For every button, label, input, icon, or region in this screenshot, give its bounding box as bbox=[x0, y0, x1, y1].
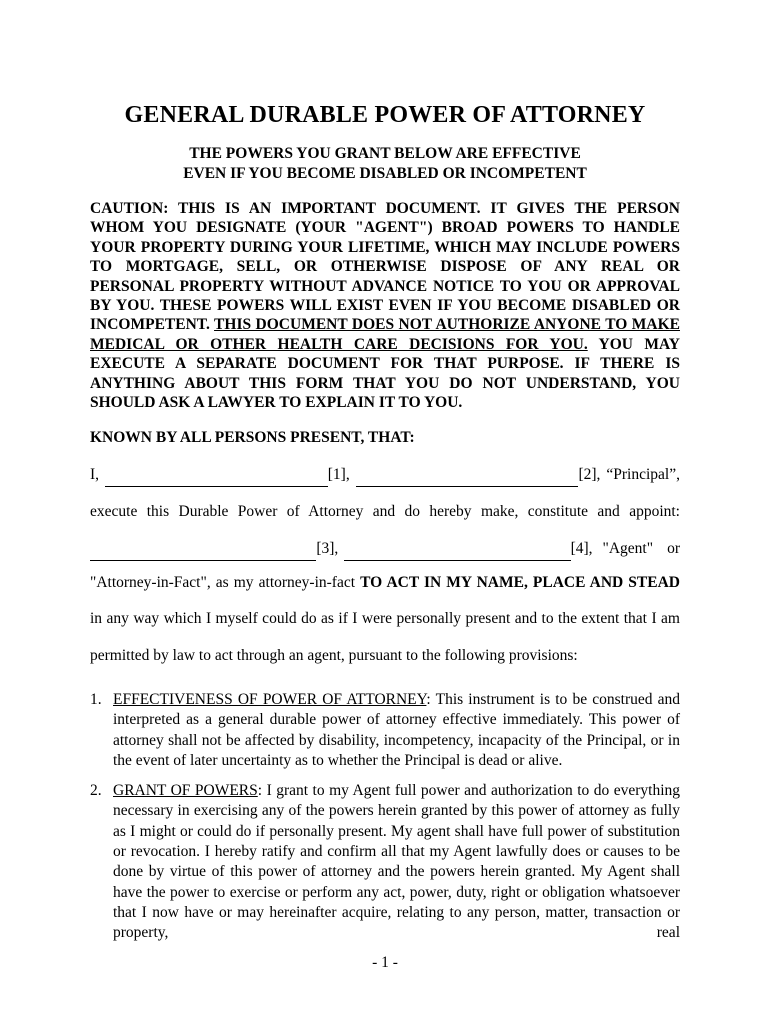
principal-line-prefix: I, bbox=[90, 465, 100, 483]
provision-item-1 bbox=[90, 690, 680, 771]
attorney-para-before: "Attorney-in-Fact", as my attorney-in-fact bbox=[90, 573, 361, 591]
provision-1-separator: : bbox=[426, 690, 436, 708]
document-subtitle bbox=[90, 144, 680, 183]
attorney-in-fact-paragraph bbox=[90, 565, 680, 675]
document-title: GENERAL DURABLE POWER OF ATTORNEY bbox=[124, 102, 646, 128]
caution-text-before: CAUTION: THIS IS AN IMPORTANT DOCUMENT. IT GIVES THE PERSON WHOM YOU DESIGNATE (YOUR "AGENT") BROAD POWERS TO HANDLE YOUR PROPERTY DURING YOUR LIFETIME, WHICH MAY INCLUDE POWERS TO MORTGAGE, SELL, OR OTHERWISE DISPOSE OF ANY REAL OR PERSONAL PROPERTY WITHOUT ADVANCE NOTICE TO YOU OR APPROVAL BY YOU. THESE POWERS WILL EXIST EVEN IF YOU BECOME DISABLED OR INCOMPETENT. bbox=[90, 200, 680, 334]
execute-line: execute this Durable Power of Attorney and do hereby make, constitute and appoint: bbox=[90, 502, 680, 520]
provision-item-2 bbox=[90, 781, 680, 943]
subtitle-line-1: THE POWERS YOU GRANT BELOW ARE EFFECTIVE bbox=[189, 145, 581, 162]
principal-suffix: “Principal”, bbox=[606, 465, 680, 483]
blank-4-label: [4], bbox=[570, 539, 593, 557]
principal-line bbox=[90, 465, 680, 485]
blank-3-label: [3], bbox=[316, 539, 339, 557]
provision-1-text bbox=[113, 690, 680, 771]
provision-2-heading: GRANT OF POWERS bbox=[113, 782, 258, 800]
principal-name-blank-1[interactable] bbox=[105, 471, 328, 487]
known-by-heading: KNOWN BY ALL PERSONS PRESENT, THAT: bbox=[90, 428, 415, 446]
provision-1-number: 1. bbox=[90, 690, 102, 708]
agent-name-blank-4[interactable] bbox=[344, 545, 570, 561]
blank-1-label: [1], bbox=[327, 465, 350, 483]
caution-text-after: YOU MAY EXECUTE A SEPARATE DOCUMENT FOR THAT PURPOSE. IF THERE IS ANYTHING ABOUT THIS FORM THAT YOU DO NOT UNDERSTAND, YOU SHOULD ASK A LAWYER TO EXPLAIN IT TO YOU. bbox=[90, 335, 680, 412]
document-content bbox=[90, 0, 680, 944]
provision-1-heading: EFFECTIVENESS OF POWER OF ATTORNEY bbox=[113, 690, 427, 708]
attorney-para-after: in any way which I myself could do as if I were personally present and to the extent that I am permitted by law to act through an agent, pursuant to the following provisions: bbox=[90, 610, 680, 664]
provision-2-text bbox=[113, 781, 680, 943]
page-number: - 1 - bbox=[372, 954, 398, 971]
agent-word: "Agent" bbox=[602, 539, 654, 557]
agent-line bbox=[90, 539, 680, 559]
provision-2-separator: : bbox=[257, 782, 267, 800]
provision-1-body: This instrument is to be construed and interpreted as a general durable power of attorney effective immediately. This power of attorney shall not be affected by disability, incompetency, incapacity of the Principal, or in the event of later uncertainty as to whether the Principal is dead or alive. bbox=[113, 690, 681, 769]
agent-name-blank-3[interactable] bbox=[90, 545, 316, 561]
blank-2-label: [2], bbox=[578, 465, 601, 483]
or-word: or bbox=[667, 539, 680, 557]
caution-paragraph bbox=[90, 199, 680, 412]
provisions-list bbox=[90, 690, 680, 944]
provision-2-number: 2. bbox=[90, 782, 102, 800]
caution-underlined-text: THIS DOCUMENT DOES NOT AUTHORIZE ANYONE TO MAKE MEDICAL OR OTHER HEALTH CARE DECISIONS FOR YOU. bbox=[90, 316, 680, 353]
act-in-my-name-bold-text: TO ACT IN MY NAME, PLACE AND STEAD bbox=[360, 573, 680, 591]
principal-name-blank-2[interactable] bbox=[356, 471, 579, 487]
provision-2-body: I grant to my Agent full power and authorization to do everything necessary in exercising any of the powers herein granted by this power of attorney as fully as I might or could do if personally present. My agent shall have full power of substitution or revocation. I hereby ratify and confirm all that my Agent lawfully does or causes to be done by virtue of this power of attorney and the powers herein granted. My Agent shall have the power to exercise or perform any act, power, duty, right or obligation whatsoever that I now have or may hereinafter acquire, relating to any person, matter, transaction or property, real bbox=[113, 782, 681, 942]
subtitle-line-2: EVEN IF YOU BECOME DISABLED OR INCOMPETENT bbox=[183, 164, 587, 182]
